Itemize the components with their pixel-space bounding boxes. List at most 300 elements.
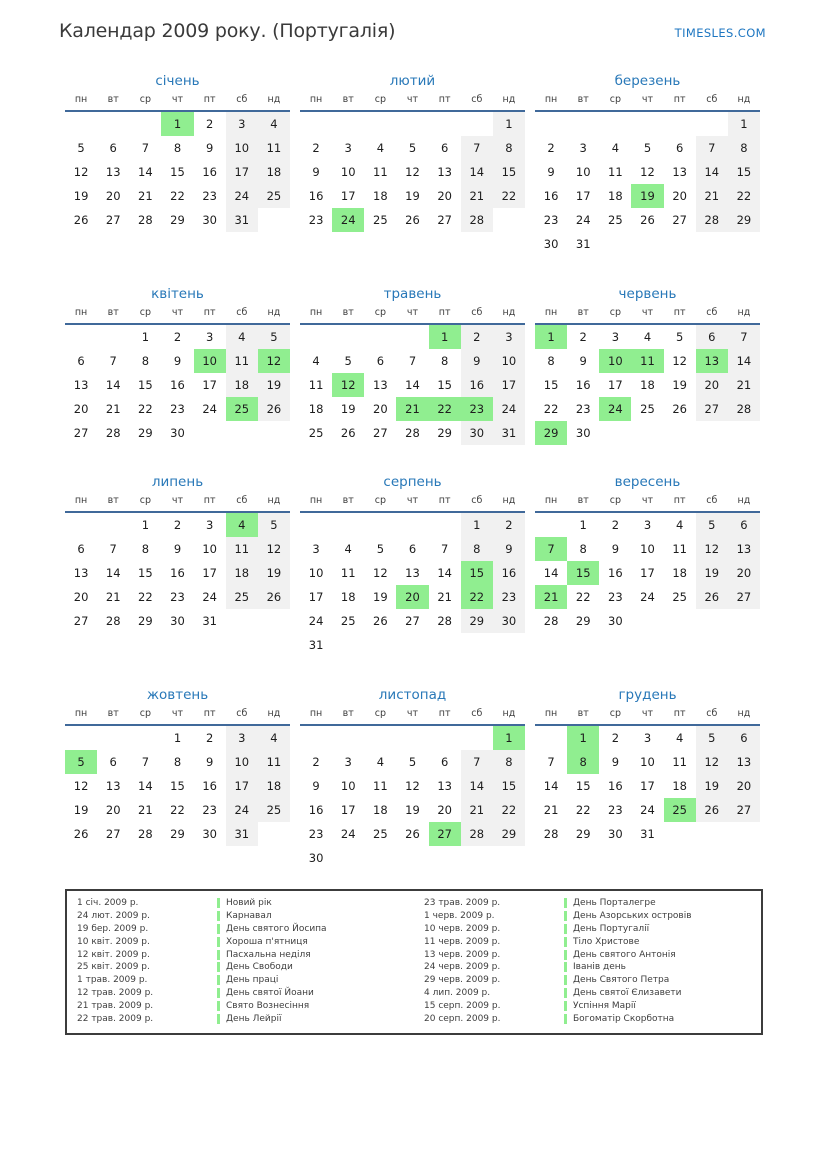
day-cell: 6 (696, 324, 728, 349)
legend-column-1 (67, 897, 414, 1025)
day-cell: 6 (376, 354, 385, 368)
weekday-header: вт (567, 307, 599, 324)
empty-cell (535, 111, 567, 136)
empty-cell (258, 421, 290, 445)
day-cell: 18 (672, 779, 687, 793)
legend-holiday-name: День Свободи (226, 962, 293, 973)
day-cell: 31 (226, 822, 258, 846)
empty-cell (97, 512, 129, 537)
month-title: січень (155, 73, 200, 89)
empty-cell (696, 822, 728, 846)
day-cell: 10 (640, 542, 655, 556)
day-cell: 22 (543, 402, 559, 416)
day-cell: 19 (696, 561, 728, 585)
day-cell: 4 (376, 141, 385, 155)
day-cell: 18 (226, 373, 258, 397)
weekday-header: пн (535, 307, 567, 324)
day-cell: 28 (105, 614, 121, 628)
day-cell: 5 (696, 725, 728, 750)
weekday-header: ср (599, 495, 631, 512)
legend-holiday-name: Богоматір Скорботна (573, 1013, 675, 1024)
day-cell: 13 (728, 750, 760, 774)
day-cell: 25 (258, 798, 290, 822)
weekday-header: сб (696, 94, 728, 111)
legend-holiday-name: День Португалії (573, 923, 650, 934)
day-cell: 25 (373, 213, 388, 227)
day-cell: 27 (373, 426, 388, 440)
legend-date: 24 лют. 2009 р. (77, 911, 150, 922)
empty-cell (364, 512, 396, 537)
day-cell: 31 (575, 237, 591, 251)
legend-row (67, 935, 414, 948)
weekday-header: вт (97, 495, 129, 512)
weekday-header: пт (429, 94, 461, 111)
day-cell: 31 (226, 208, 258, 232)
day-cell: 6 (77, 354, 85, 368)
day-cell: 3 (312, 542, 320, 556)
legend-row (67, 1012, 414, 1025)
day-cell: 4 (312, 354, 320, 368)
day-cell: 22 (493, 184, 525, 208)
empty-cell (97, 725, 129, 750)
day-cell: 29 (138, 614, 153, 628)
day-cell: 17 (226, 774, 258, 798)
empty-cell (226, 609, 258, 633)
legend-date: 23 трав. 2009 р. (424, 898, 501, 909)
legend-date: 13 черв. 2009 р. (424, 949, 501, 960)
day-cell: 16 (202, 165, 217, 179)
day-cell: 21 (461, 798, 493, 822)
day-cell: 27 (437, 213, 452, 227)
day-cell: 28 (543, 614, 559, 628)
day-cell: 15 (461, 561, 493, 585)
day-cell: 27 (105, 827, 121, 841)
day-cell: 21 (138, 189, 153, 203)
day-cell: 4 (675, 518, 684, 532)
holiday-marker-icon (564, 988, 567, 998)
day-cell: 18 (308, 402, 324, 416)
empty-cell (332, 111, 364, 136)
day-cell: 19 (631, 184, 663, 208)
legend-row (414, 987, 761, 1000)
day-cell: 22 (138, 590, 153, 604)
day-cell: 14 (543, 566, 559, 580)
empty-cell (396, 512, 428, 537)
day-cell: 8 (141, 354, 150, 368)
day-cell: 13 (672, 165, 687, 179)
day-cell: 30 (461, 421, 493, 445)
holiday-marker-icon (564, 950, 567, 960)
month-title: червень (618, 286, 677, 302)
empty-cell (97, 324, 129, 349)
day-cell: 3 (344, 141, 352, 155)
day-cell: 29 (493, 822, 525, 846)
holiday-marker-icon (217, 1014, 220, 1024)
weekday-header: нд (728, 495, 760, 512)
day-cell: 12 (696, 750, 728, 774)
empty-cell (493, 846, 525, 870)
day-cell: 28 (138, 827, 153, 841)
day-cell: 2 (611, 518, 620, 532)
day-cell: 10 (340, 779, 356, 793)
day-cell: 2 (493, 512, 525, 537)
day-cell: 29 (138, 426, 153, 440)
legend-holiday-name: Свято Вознесіння (226, 1000, 310, 1011)
day-cell: 18 (672, 566, 687, 580)
legend-holiday-name: День святого Йосипа (226, 923, 327, 934)
weekday-header: сб (461, 495, 493, 512)
day-cell: 9 (579, 354, 587, 368)
day-cell: 12 (73, 165, 89, 179)
day-cell: 22 (138, 402, 153, 416)
legend-row (67, 897, 414, 910)
legend-row (67, 999, 414, 1012)
legend-row (414, 897, 761, 910)
day-cell: 1 (493, 725, 525, 750)
day-cell: 8 (728, 136, 760, 160)
weekday-header: чт (161, 495, 193, 512)
day-cell: 17 (608, 378, 623, 392)
legend-holiday-name: День Порталегре (573, 898, 656, 909)
month-4 (65, 286, 290, 445)
month-10 (65, 687, 290, 846)
legend-date: 25 квіт. 2009 р. (77, 962, 150, 973)
day-cell: 18 (258, 774, 290, 798)
day-cell: 26 (405, 213, 420, 227)
day-cell: 3 (643, 518, 652, 532)
empty-cell (631, 609, 663, 633)
weekday-header: сб (461, 307, 493, 324)
day-cell: 9 (205, 141, 214, 155)
legend-date: 12 трав. 2009 р. (77, 987, 154, 998)
day-cell: 22 (429, 397, 461, 421)
day-cell: 10 (308, 566, 324, 580)
day-cell: 25 (226, 397, 258, 421)
day-cell: 2 (205, 117, 214, 131)
day-cell: 22 (170, 803, 185, 817)
holiday-marker-icon (217, 924, 220, 934)
legend-row (414, 974, 761, 987)
empty-cell (429, 111, 461, 136)
day-cell: 9 (312, 779, 320, 793)
legend-date: 29 черв. 2009 р. (424, 975, 501, 986)
day-cell: 27 (696, 397, 728, 421)
empty-cell (396, 725, 428, 750)
day-cell: 21 (396, 397, 428, 421)
day-cell: 9 (173, 542, 182, 556)
day-cell: 8 (173, 141, 182, 155)
day-cell: 15 (493, 774, 525, 798)
day-cell: 29 (575, 827, 591, 841)
legend-date: 4 лип. 2009 р. (424, 987, 491, 998)
day-cell: 1 (161, 111, 193, 136)
day-cell: 8 (493, 136, 525, 160)
holiday-marker-icon (564, 898, 567, 908)
day-cell: 20 (437, 803, 452, 817)
day-cell: 16 (608, 566, 623, 580)
day-cell: 20 (73, 590, 89, 604)
day-cell: 15 (567, 561, 599, 585)
day-cell: 24 (202, 590, 217, 604)
weekday-header: сб (226, 495, 258, 512)
day-cell: 4 (258, 111, 290, 136)
day-cell: 27 (73, 614, 89, 628)
legend-holiday-name: День святого Антонія (573, 949, 676, 960)
day-cell: 9 (173, 354, 182, 368)
day-cell: 23 (308, 213, 324, 227)
day-cell: 4 (675, 731, 684, 745)
day-cell: 10 (599, 349, 631, 373)
empty-cell (129, 725, 161, 750)
weekday-header: пт (664, 708, 696, 725)
weekday-header: ср (599, 94, 631, 111)
day-cell: 4 (611, 141, 620, 155)
day-cell: 17 (640, 779, 655, 793)
month-12 (535, 687, 760, 846)
day-cell: 2 (579, 330, 587, 344)
day-cell: 17 (340, 189, 356, 203)
empty-cell (493, 633, 525, 657)
day-cell: 27 (105, 213, 121, 227)
month-1 (65, 73, 290, 232)
day-cell: 21 (543, 803, 559, 817)
legend-row (414, 1012, 761, 1025)
day-cell: 21 (105, 590, 121, 604)
month-table (300, 307, 525, 445)
day-cell: 1 (535, 324, 567, 349)
day-cell: 18 (640, 378, 655, 392)
empty-cell (396, 846, 428, 870)
empty-cell (258, 208, 290, 232)
day-cell: 16 (461, 373, 493, 397)
day-cell: 5 (408, 755, 417, 769)
day-cell: 4 (226, 324, 258, 349)
day-cell: 3 (579, 141, 587, 155)
day-cell: 21 (105, 402, 121, 416)
empty-cell (429, 512, 461, 537)
holiday-marker-icon (564, 975, 567, 985)
empty-cell (194, 421, 226, 445)
weekday-header: нд (493, 708, 525, 725)
month-6 (535, 286, 760, 445)
month-3 (535, 73, 760, 256)
month-table (535, 708, 760, 846)
weekday-header: пт (664, 307, 696, 324)
legend-holiday-name: Успіння Марії (573, 1000, 636, 1011)
day-cell: 6 (109, 141, 117, 155)
day-cell: 1 (141, 330, 150, 344)
legend-holiday-name: День святої Єлизавети (573, 987, 682, 998)
day-cell: 11 (672, 755, 687, 769)
day-cell: 12 (405, 165, 420, 179)
weekday-header: пн (65, 307, 97, 324)
day-cell: 21 (535, 585, 567, 609)
day-cell: 10 (194, 349, 226, 373)
day-cell: 2 (173, 330, 182, 344)
day-cell: 28 (405, 426, 420, 440)
day-cell: 16 (170, 566, 185, 580)
month-7 (65, 474, 290, 633)
day-cell: 19 (696, 774, 728, 798)
day-cell: 18 (373, 189, 388, 203)
day-cell: 16 (170, 378, 185, 392)
empty-cell (631, 232, 663, 256)
holiday-marker-icon (564, 924, 567, 934)
day-cell: 24 (308, 614, 324, 628)
day-cell: 12 (258, 349, 290, 373)
site-link[interactable]: TIMESLES.COM (674, 26, 766, 40)
holiday-marker-icon (217, 988, 220, 998)
weekday-header: сб (226, 708, 258, 725)
empty-cell (728, 232, 760, 256)
day-cell: 17 (202, 566, 217, 580)
weekday-header: чт (396, 94, 428, 111)
day-cell: 19 (258, 373, 290, 397)
day-cell: 23 (461, 397, 493, 421)
weekday-header: нд (258, 495, 290, 512)
empty-cell (364, 846, 396, 870)
day-cell: 10 (640, 755, 655, 769)
day-cell: 12 (696, 537, 728, 561)
day-cell: 6 (440, 141, 449, 155)
weekday-header: нд (493, 307, 525, 324)
month-table (535, 94, 760, 256)
weekday-header: чт (631, 307, 663, 324)
month-title: липень (151, 474, 204, 490)
day-cell: 20 (728, 561, 760, 585)
day-cell: 14 (138, 165, 153, 179)
weekday-header: вт (332, 94, 364, 111)
day-cell: 8 (579, 542, 587, 556)
empty-cell (332, 512, 364, 537)
month-table (65, 94, 290, 232)
weekday-header: пн (535, 708, 567, 725)
day-cell: 9 (493, 537, 525, 561)
day-cell: 27 (405, 614, 420, 628)
holiday-marker-icon (217, 962, 220, 972)
day-cell: 16 (308, 803, 324, 817)
day-cell: 22 (493, 798, 525, 822)
day-cell: 7 (440, 542, 449, 556)
empty-cell (300, 324, 332, 349)
day-cell: 20 (73, 402, 89, 416)
day-cell: 15 (138, 378, 153, 392)
day-cell: 9 (611, 755, 620, 769)
day-cell: 19 (405, 803, 420, 817)
weekday-header: чт (631, 495, 663, 512)
month-title: жовтень (146, 687, 209, 703)
empty-cell (65, 725, 97, 750)
day-cell: 7 (109, 354, 117, 368)
day-cell: 9 (461, 349, 493, 373)
empty-cell (429, 846, 461, 870)
weekday-header: пн (535, 495, 567, 512)
empty-cell (461, 633, 493, 657)
day-cell: 13 (73, 378, 89, 392)
day-cell: 12 (258, 537, 290, 561)
empty-cell (599, 232, 631, 256)
month-table (300, 708, 525, 870)
day-cell: 23 (202, 803, 217, 817)
weekday-header: сб (696, 307, 728, 324)
day-cell: 7 (728, 324, 760, 349)
day-cell: 9 (611, 542, 620, 556)
day-cell: 26 (73, 213, 89, 227)
month-table (65, 495, 290, 633)
day-cell: 3 (344, 755, 352, 769)
day-cell: 30 (575, 426, 591, 440)
day-cell: 21 (461, 184, 493, 208)
day-cell: 13 (437, 165, 452, 179)
day-cell: 10 (575, 165, 591, 179)
day-cell: 16 (202, 779, 217, 793)
empty-cell (567, 111, 599, 136)
weekday-header: ср (129, 495, 161, 512)
day-cell: 22 (170, 189, 185, 203)
legend-row (67, 961, 414, 974)
day-cell: 21 (696, 184, 728, 208)
weekday-header: пн (65, 495, 97, 512)
day-cell: 5 (376, 542, 385, 556)
holiday-marker-icon (217, 898, 220, 908)
month-2 (300, 73, 525, 232)
day-cell: 5 (77, 141, 85, 155)
legend-holiday-name: День Лейрії (226, 1013, 282, 1024)
weekday-header: ср (599, 307, 631, 324)
day-cell: 2 (205, 731, 214, 745)
day-cell: 12 (73, 779, 89, 793)
day-cell: 11 (373, 779, 388, 793)
day-cell: 31 (493, 421, 525, 445)
empty-cell (429, 725, 461, 750)
day-cell: 29 (170, 213, 185, 227)
weekday-header: вт (567, 94, 599, 111)
day-cell: 1 (429, 324, 461, 349)
day-cell: 29 (170, 827, 185, 841)
day-cell: 29 (535, 421, 567, 445)
weekday-header: нд (728, 307, 760, 324)
day-cell: 23 (308, 827, 324, 841)
holiday-marker-icon (564, 1001, 567, 1011)
day-cell: 1 (728, 111, 760, 136)
day-cell: 19 (73, 189, 89, 203)
legend-holiday-name: Іванів день (573, 962, 626, 973)
legend-column-2 (414, 897, 761, 1025)
legend-date: 1 трав. 2009 р. (77, 975, 148, 986)
holiday-marker-icon (564, 937, 567, 947)
day-cell: 20 (437, 189, 452, 203)
day-cell: 2 (173, 518, 182, 532)
day-cell: 17 (202, 378, 217, 392)
day-cell: 10 (493, 349, 525, 373)
day-cell: 16 (575, 378, 591, 392)
day-cell: 26 (73, 827, 89, 841)
day-cell: 23 (493, 585, 525, 609)
weekday-header: пн (65, 94, 97, 111)
day-cell: 30 (170, 614, 185, 628)
month-table (300, 495, 525, 657)
empty-cell (696, 609, 728, 633)
day-cell: 1 (567, 725, 599, 750)
empty-cell (396, 111, 428, 136)
empty-cell (599, 111, 631, 136)
day-cell: 24 (575, 213, 591, 227)
day-cell: 3 (493, 324, 525, 349)
day-cell: 6 (440, 755, 449, 769)
month-title: березень (614, 73, 681, 89)
day-cell: 16 (308, 189, 324, 203)
day-cell: 30 (202, 827, 217, 841)
